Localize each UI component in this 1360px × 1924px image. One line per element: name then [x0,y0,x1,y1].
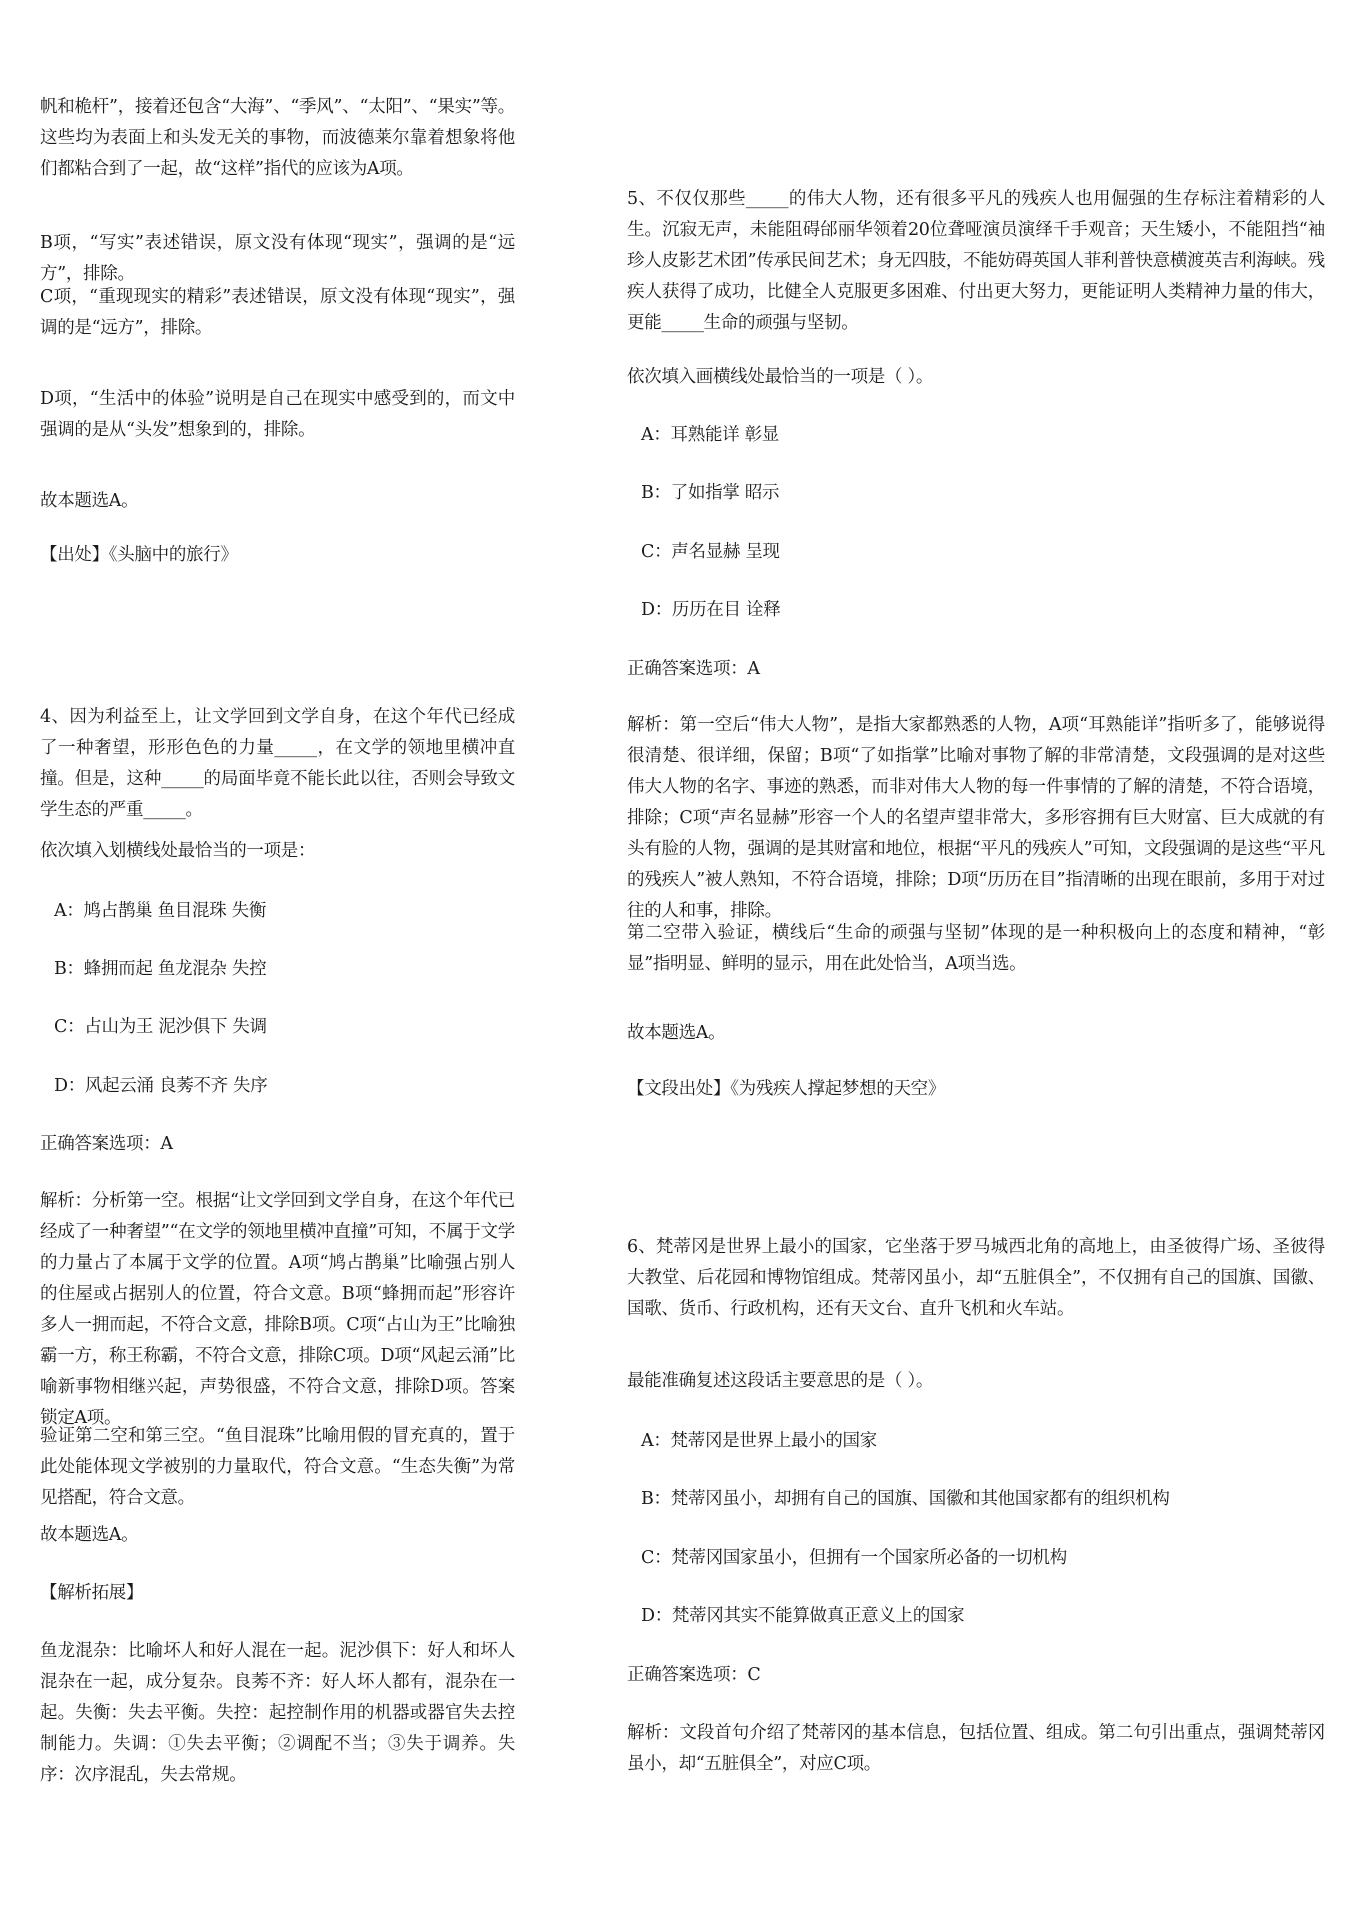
q5-answer: 正确答案选项：A [627,659,760,679]
prev-question-analysis-tail: 帆和桅杆”，接着还包含“大海”、“季风”、“太阳”、“果实”等。这些均为表面上和头发无关的事物，而波德莱尔靠着想象将他们都粘合到了一起，故“这样”指代的应该为A项。 [40,97,515,179]
q5-stem: 5、不仅仅那些_____的伟大人物，还有很多平凡的残疾人也用倔强的生存标注着精彩的人生。沉寂无声，未能阻碍邰丽华领着20位聋哑演员演绎千手观音；天生矮小，不能阻挡“袖珍人皮影艺术团”传承民间艺术；身无四肢，不能妨碍英国人菲利普快意横渡英吉利海峡。残疾人获得了成功，比健全人克服更多困难、付出更大努力，更能证明人类精神力量的伟大，更能_____生命的顽强与坚韧。 [627,189,1325,333]
option-c-analysis: C项，“重现现实的精彩”表述错误，原文没有体现“现实”，强调的是“远方”，排除。 [40,287,515,338]
q5-source: 【文段出处】《为残疾人撑起梦想的天空》 [627,1079,946,1099]
q5-option-d: D：历历在目 诠释 [641,600,781,620]
q4-option-a: A：鸠占鹊巢 鱼目混珠 失衡 [54,901,267,921]
q6-option-b: B：梵蒂冈虽小，却拥有自己的国旗、国徽和其他国家都有的组织机构 [641,1489,1170,1509]
q6-option-d: D：梵蒂冈其实不能算做真正意义上的国家 [641,1606,965,1626]
q5-conclusion: 故本题选A。 [627,1023,726,1043]
conclusion: 故本题选A。 [40,491,139,511]
q4-conclusion: 故本题选A。 [40,1525,139,1545]
q4-option-b: B：蜂拥而起 鱼龙混杂 失控 [54,959,267,979]
q6-option-c: C：梵蒂冈国家虽小，但拥有一个国家所必备的一切机构 [641,1548,1067,1568]
option-b-analysis: B项，“写实”表述错误，原文没有体现“现实”，强调的是“远方”，排除。 [40,233,515,284]
option-d-analysis: D项，“生活中的体验”说明是自己在现实中感受到的，而文中强调的是从“头发”想象到的，排除。 [40,389,515,440]
q4-option-c: C：占山为王 泥沙俱下 失调 [54,1017,267,1037]
q4-answer: 正确答案选项：A [40,1134,173,1154]
q4-verification: 验证第二空和第三空。“鱼目混珠”比喻用假的冒充真的，置于此处能体现文学被别的力量取代，符合文意。“生态失衡”为常见搭配，符合文意。 [40,1426,515,1508]
q4-analysis: 解析：分析第一空。根据“让文学回到文学自身，在这个年代已经成了一种奢望”“在文学的领地里横冲直撞”可知，不属于文学的力量占了本属于文学的位置。A项“鸠占鹊巢”比喻强占别人的住屋或占据别人的位置，符合文意。B项“蜂拥而起”形容许多人一拥而起，不符合文意，排除B项。C项“占山为王”比喻独霸一方，称王称霸，不符合文意，排除C项。D项“风起云涌”比喻新事物相继兴起，声势很盛，不符合文意，排除D项。答案锁定A项。 [40,1191,515,1428]
q5-option-c: C：声名显赫 呈现 [641,542,780,562]
q5-option-a: A：耳熟能详 彰显 [641,425,780,445]
q5-verification: 第二空带入验证，横线后“生命的顽强与坚韧”体现的是一种积极向上的态度和精神，“彰显”指明显、鲜明的显示，用在此处恰当，A项当选。 [627,923,1325,974]
q6-option-a: A：梵蒂冈是世界上最小的国家 [641,1431,877,1451]
q4-option-d: D：风起云涌 良莠不齐 失序 [54,1076,268,1096]
q4-extension: 鱼龙混杂：比喻坏人和好人混在一起。泥沙俱下：好人和坏人混杂在一起，成分复杂。良莠不齐：好人坏人都有，混杂在一起。失衡：失去平衡。失控：起控制作用的机器或器官失去控制能力。失调：①失去平衡；②调配不当；③失于调养。失序：次序混乱，失去常规。 [40,1641,515,1785]
q5-option-b: B：了如指掌 昭示 [641,483,780,503]
source-citation: 【出处】《头脑中的旅行》 [40,545,238,565]
q6-analysis: 解析：文段首句介绍了梵蒂冈的基本信息，包括位置、组成。第二句引出重点，强调梵蒂冈虽小，却“五脏俱全”，对应C项。 [627,1723,1325,1774]
q5-prompt: 依次填入画横线处最恰当的一项是（ ）。 [627,367,934,387]
q4-stem: 4、因为利益至上，让文学回到文学自身，在这个年代已经成了一种奢望，形形色色的力量_____，在文学的领地里横冲直撞。但是，这种_____的局面毕竟不能长此以往，否则会导致文学生态的严重_____。 [40,707,515,820]
q4-prompt: 依次填入划横线处最恰当的一项是： [40,841,316,861]
q4-extension-title: 【解析拓展】 [40,1583,144,1603]
q6-stem: 6、梵蒂冈是世界上最小的国家，它坐落于罗马城西北角的高地上，由圣彼得广场、圣彼得大教堂、后花园和博物馆组成。梵蒂冈虽小，却“五脏俱全”，不仅拥有自己的国旗、国徽、国歌、货币、行政机构，还有天文台、直升飞机和火车站。 [627,1237,1325,1319]
q6-answer: 正确答案选项：C [627,1665,761,1685]
q5-analysis: 解析：第一空后“伟大人物”，是指大家都熟悉的人物，A项“耳熟能详”指听多了，能够说得很清楚、很详细，保留；B项“了如指掌”比喻对事物了解的非常清楚，文段强调的是对这些伟大人物的名字、事迹的熟悉，而非对伟大人物的每一件事情的了解的清楚，不符合语境，排除；C项“声名显赫”形容一个人的名望声望非常大，多形容拥有巨大财富、巨大成就的有头有脸的人物，强调的是其财富和地位，根据“平凡的残疾人”可知，文段强调的是这些“平凡的残疾人”被人熟知，不符合语境，排除；D项“历历在目”指清晰的出现在眼前，多用于对过往的人和事，排除。 [627,715,1325,921]
q6-prompt: 最能准确复述这段话主要意思的是（ ）。 [627,1371,934,1391]
